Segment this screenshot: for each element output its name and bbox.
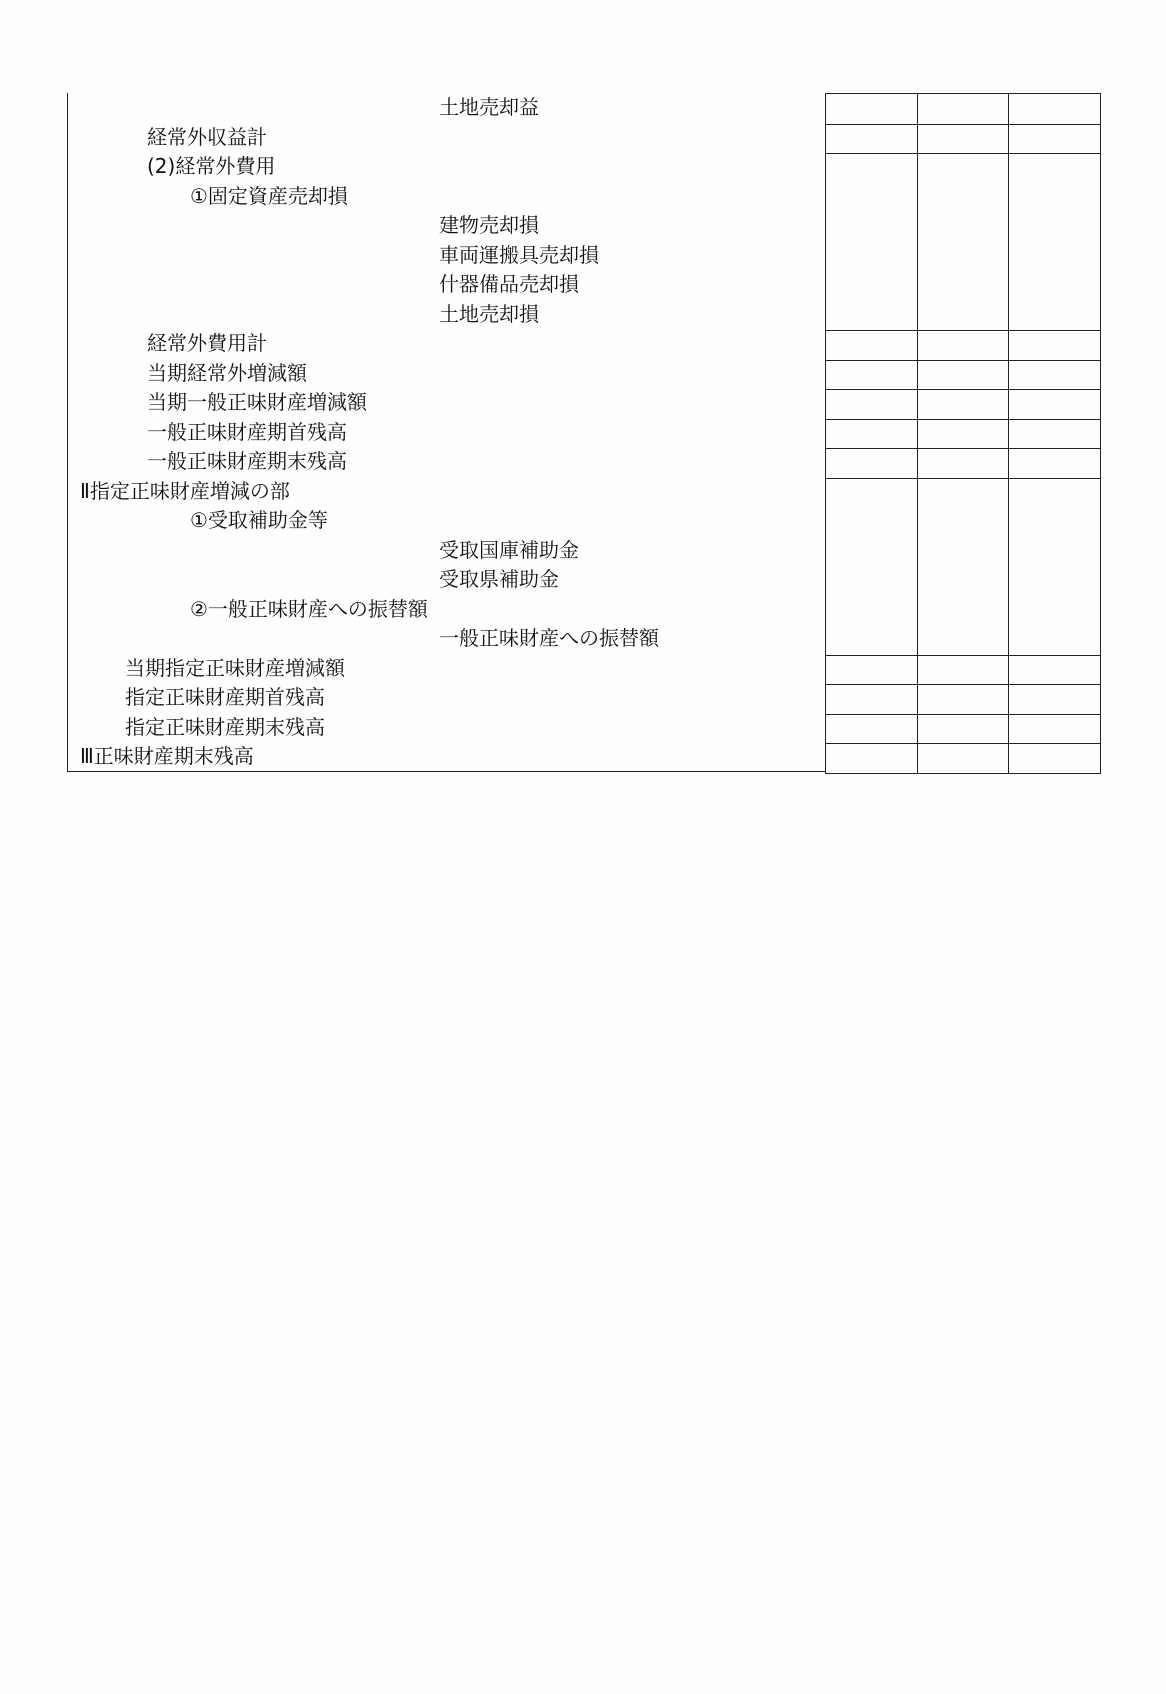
row-label: 経常外収益計: [147, 124, 267, 149]
amount-cell: [917, 448, 1009, 479]
amount-cell: [917, 360, 1009, 391]
amount-cell: [825, 478, 918, 656]
row-label: 受取県補助金: [439, 567, 559, 591]
amount-cell: [1008, 93, 1101, 125]
amount-cell: [1008, 478, 1101, 656]
amount-cell: [917, 743, 1009, 774]
row-label: 土地売却益: [439, 95, 539, 119]
row-label: 什器備品売却損: [439, 272, 579, 296]
amount-cell: [1008, 684, 1101, 715]
amount-cell: [825, 360, 918, 391]
amount-cell: [825, 419, 918, 450]
row-label: ②一般正味財産への振替額: [190, 596, 428, 621]
amount-cell: [917, 153, 1009, 331]
amount-cell: [917, 655, 1009, 686]
row-label: 指定正味財産期末残高: [125, 714, 325, 739]
amount-cell: [1008, 153, 1101, 331]
amount-cell: [1008, 655, 1101, 686]
row-label: Ⅲ正味財産期末残高: [80, 744, 254, 768]
row-label: Ⅱ指定正味財産増減の部: [80, 478, 290, 503]
amount-cell: [917, 389, 1009, 420]
amount-cell: [825, 448, 918, 479]
row-label: 一般正味財産期末残高: [147, 449, 347, 473]
row-label: (2)経常外費用: [147, 154, 276, 178]
row-label: 当期指定正味財産増減額: [125, 655, 345, 680]
row-label: 車両運搬具売却損: [439, 242, 599, 267]
amount-cell: [825, 684, 918, 715]
amount-cell: [825, 153, 918, 331]
amount-cell: [825, 93, 918, 125]
amount-cell: [1008, 389, 1101, 420]
amount-cell: [825, 743, 918, 774]
row-label: 受取国庫補助金: [439, 537, 579, 562]
row-label: 経常外費用計: [147, 331, 267, 355]
amount-cell: [1008, 124, 1101, 155]
row-label: 建物売却損: [439, 213, 539, 237]
amount-cell: [917, 684, 1009, 715]
amount-cell: [1008, 743, 1101, 774]
row-label: 当期経常外増減額: [147, 360, 307, 385]
table-bottom-border: [67, 771, 826, 772]
amount-cell: [917, 714, 1009, 745]
row-label: ①受取補助金等: [190, 508, 328, 532]
amount-cell: [825, 655, 918, 686]
row-label: 指定正味財産期首残高: [125, 685, 325, 709]
amount-cell: [825, 330, 918, 361]
amount-cell: [1008, 448, 1101, 479]
row-label: 一般正味財産への振替額: [439, 626, 659, 650]
table-left-border: [67, 93, 68, 772]
amount-cell: [917, 93, 1009, 125]
amount-cell: [917, 478, 1009, 656]
amount-cell: [825, 389, 918, 420]
amount-cell: [1008, 714, 1101, 745]
amount-cell: [1008, 419, 1101, 450]
amount-cell: [825, 714, 918, 745]
row-label: 土地売却損: [439, 301, 539, 326]
amount-cell: [825, 124, 918, 155]
row-label: 当期一般正味財産増減額: [147, 390, 367, 414]
row-label: 一般正味財産期首残高: [147, 419, 347, 444]
row-label: ①固定資産売却損: [190, 183, 348, 208]
amount-cell: [1008, 330, 1101, 361]
amount-cell: [917, 419, 1009, 450]
amount-cell: [1008, 360, 1101, 391]
amount-cell: [917, 330, 1009, 361]
amount-cell: [917, 124, 1009, 155]
